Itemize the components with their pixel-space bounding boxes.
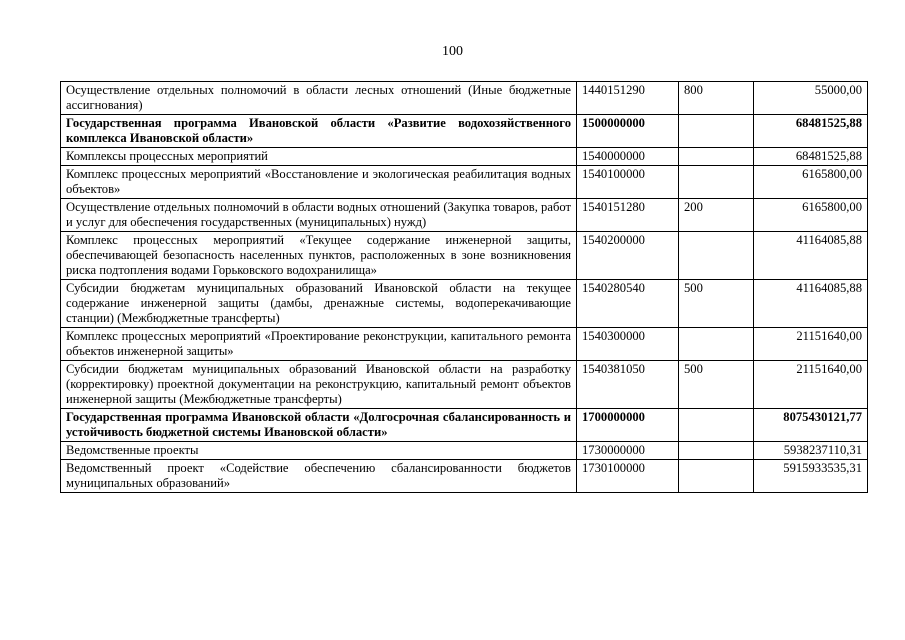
row-expense-type-cell (679, 460, 754, 493)
row-name-cell: Ведомственный проект «Содействие обеспечению сбалансированности бюджетов муниципальных образований» (61, 460, 577, 493)
row-code-cell: 1730000000 (577, 442, 679, 460)
row-sum-cell: 68481525,88 (754, 115, 868, 148)
row-name-cell: Государственная программа Ивановской области «Долгосрочная сбалансированность и устойчивость бюджетной системы Ивановской области» (61, 409, 577, 442)
table-row (61, 328, 868, 361)
row-expense-type-cell (679, 328, 754, 361)
table-row (61, 148, 868, 166)
row-expense-type-cell (679, 115, 754, 148)
table-row (61, 460, 868, 493)
table-row (61, 115, 868, 148)
table-row (61, 280, 868, 328)
row-sum-cell: 21151640,00 (754, 328, 868, 361)
row-expense-type-cell: 200 (679, 199, 754, 232)
row-sum-cell: 41164085,88 (754, 232, 868, 280)
row-code-cell: 1540280540 (577, 280, 679, 328)
table-row (61, 82, 868, 115)
table-row (61, 442, 868, 460)
row-expense-type-cell (679, 409, 754, 442)
row-expense-type-cell: 500 (679, 280, 754, 328)
row-sum-cell: 21151640,00 (754, 361, 868, 409)
row-name-cell: Комплексы процессных мероприятий (61, 148, 577, 166)
row-code-cell: 1540300000 (577, 328, 679, 361)
row-name-cell: Комплекс процессных мероприятий «Проектирование реконструкции, капитального ремонта объектов инженерной защиты» (61, 328, 577, 361)
row-expense-type-cell: 500 (679, 361, 754, 409)
budget-table-body (61, 82, 868, 493)
table-row (61, 361, 868, 409)
row-name-cell: Ведомственные проекты (61, 442, 577, 460)
row-code-cell: 1540100000 (577, 166, 679, 199)
row-name-cell: Осуществление отдельных полномочий в области водных отношений (Закупка товаров, работ и услуг для обеспечения государственных (муниципальных) нужд) (61, 199, 577, 232)
row-code-cell: 1500000000 (577, 115, 679, 148)
table-row (61, 199, 868, 232)
row-name-cell: Государственная программа Ивановской области «Развитие водохозяйственного комплекса Ивановской области» (61, 115, 577, 148)
row-name-cell: Комплекс процессных мероприятий «Текущее содержание инженерной защиты, обеспечивающей безопасность населенных пунктов, расположенных в зоне возникновения риска подтопления водами Горьковского водохранилища» (61, 232, 577, 280)
page-number: 100 (442, 44, 463, 59)
row-code-cell: 1700000000 (577, 409, 679, 442)
row-sum-cell: 68481525,88 (754, 148, 868, 166)
row-code-cell: 1540200000 (577, 232, 679, 280)
table-row (61, 232, 868, 280)
budget-table (60, 81, 868, 493)
row-code-cell: 1730100000 (577, 460, 679, 493)
row-expense-type-cell (679, 148, 754, 166)
row-expense-type-cell (679, 232, 754, 280)
row-name-cell: Субсидии бюджетам муниципальных образований Ивановской области на текущее содержание инженерной защиты (дамбы, дренажные системы, водоперекачивающие станции) (Межбюджетные трансферты) (61, 280, 577, 328)
row-sum-cell: 8075430121,77 (754, 409, 868, 442)
row-name-cell: Комплекс процессных мероприятий «Восстановление и экологическая реабилитация водных объектов» (61, 166, 577, 199)
row-expense-type-cell: 800 (679, 82, 754, 115)
row-sum-cell: 6165800,00 (754, 199, 868, 232)
table-row (61, 409, 868, 442)
row-code-cell: 1440151290 (577, 82, 679, 115)
row-name-cell: Осуществление отдельных полномочий в области лесных отношений (Иные бюджетные ассигнования) (61, 82, 577, 115)
row-sum-cell: 55000,00 (754, 82, 868, 115)
row-code-cell: 1540151280 (577, 199, 679, 232)
row-expense-type-cell (679, 166, 754, 199)
row-name-cell: Субсидии бюджетам муниципальных образований Ивановской области на разработку (корректировку) проектной документации на реконструкцию, капитальный ремонт объектов инженерной защиты (Межбюджетные трансферты) (61, 361, 577, 409)
row-sum-cell: 6165800,00 (754, 166, 868, 199)
row-sum-cell: 5938237110,31 (754, 442, 868, 460)
row-code-cell: 1540000000 (577, 148, 679, 166)
table-row (61, 166, 868, 199)
row-expense-type-cell (679, 442, 754, 460)
row-code-cell: 1540381050 (577, 361, 679, 409)
row-sum-cell: 5915933535,31 (754, 460, 868, 493)
row-sum-cell: 41164085,88 (754, 280, 868, 328)
